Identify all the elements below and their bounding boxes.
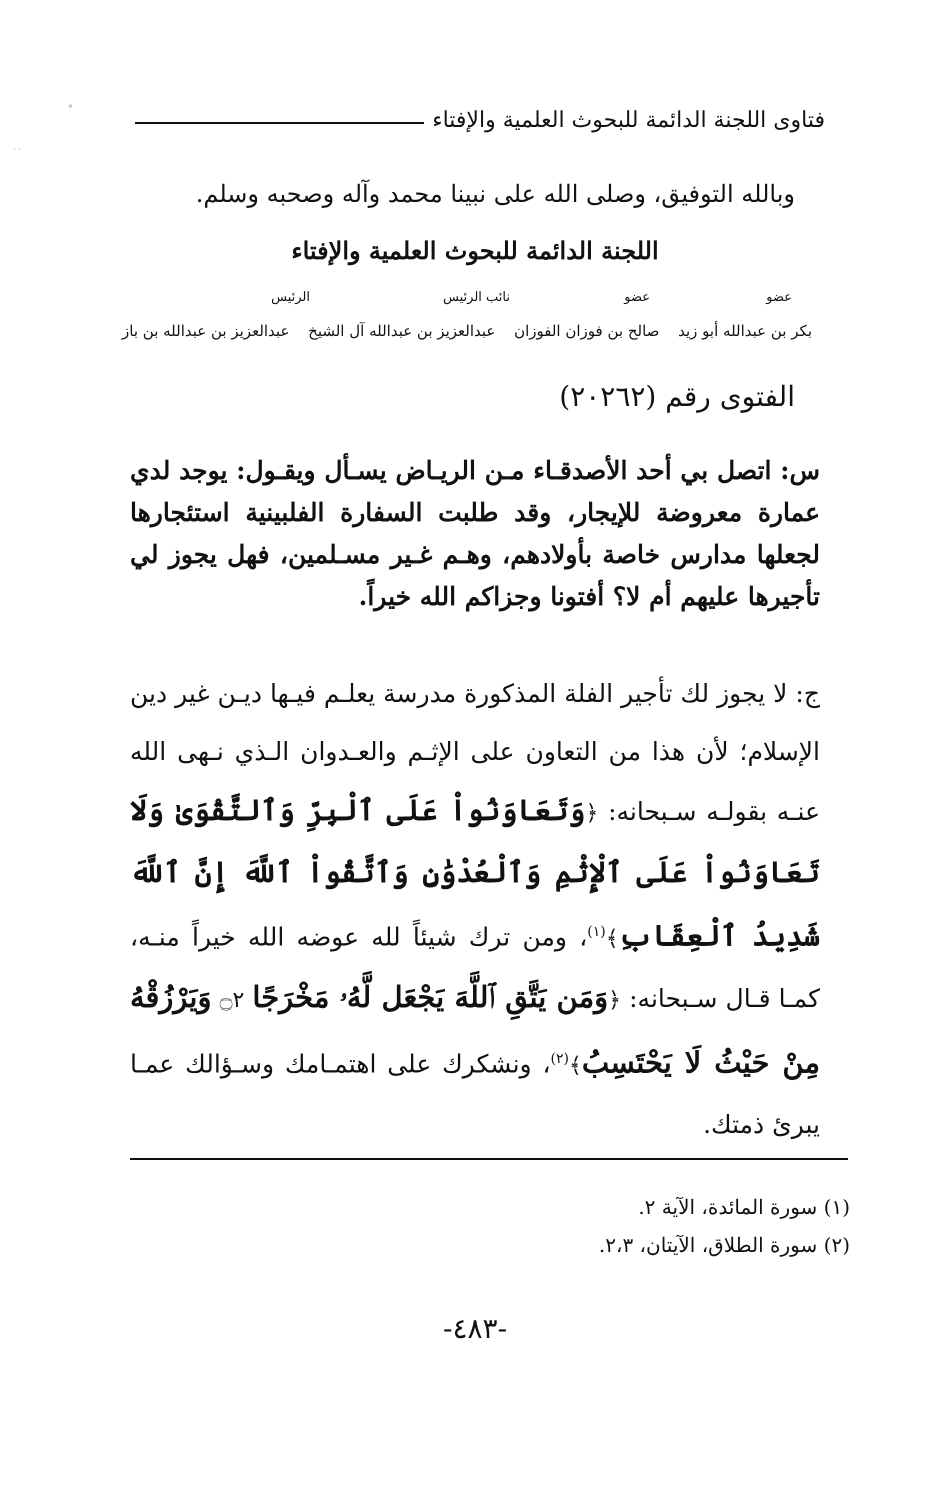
footnote-1: (١) سورة المائدة، الآية ٢. (638, 1195, 850, 1219)
ornament-open-1: ﴿ (585, 801, 599, 826)
header-title: فتاوى اللجنة الدائمة للبحوث العلمية والإفتاء (432, 107, 825, 133)
footnote-rule (130, 1158, 848, 1160)
name-member-1: بكر بن عبدالله أبو زيد (678, 322, 812, 340)
footnote-ref-1: (١) (587, 924, 606, 940)
name-vice-president: عبدالعزيز بن عبدالله آل الشيخ (308, 322, 496, 340)
footnote-2: (٢) سورة الطلاق، الآيتان، ٢،٣. (598, 1233, 850, 1257)
quran-verse-2b: وَيَرْزُقْهُ مِنْ حَيْثُ لَا يَحْتَسِبُ (130, 980, 820, 1080)
verse-number-marker: ۝٢ (219, 988, 245, 1014)
closing-line: وبالله التوفيق، وصلى الله على نبينا محمد وآله وصحبه وسلم. (195, 180, 795, 208)
question-text: س: اتصل بي أحد الأصدقـاء مـن الريـاض يسـأل ويقـول: يوجد لدي عمارة معروضة للإيجار، وقد طلبت السفارة الفلبينية استئجارها لجعلها مدارس خاصة بأولادهم، وهـم غـير مسـلمين، فهل يجوز لي تأجيرها عليهم أم لا؟ أفتونا وجزاكم الله خيراً. (130, 456, 820, 611)
footnote-ref-2: (٢) (550, 1051, 569, 1068)
scan-speck: ˙˙ (12, 148, 22, 159)
fatwa-number: الفتوى رقم (٢٠٢٦٢) (559, 380, 795, 413)
ornament-close-2: ﴾ (568, 1053, 582, 1079)
answer-part-3: ، ونشكرك على اهتمـامك وسـؤالك عمـا يبرئ ذمتك. (130, 1049, 820, 1139)
page-number: -٤٨٣- (442, 1312, 508, 1345)
header-rule (135, 122, 424, 124)
role-member-2: عضو (624, 290, 650, 305)
name-member-2: صالح بن فوزان الفوزان (514, 322, 660, 340)
scan-speck: ° (68, 104, 73, 115)
signatory-roles (0, 290, 950, 310)
name-president: عبدالعزيز بن عبدالله بن باز (122, 322, 290, 340)
answer-part-2: ، ومن ترك شيئاً لله عوضه الله خيراً منـه، كمـا قـال سـبحانه: (130, 922, 820, 1014)
running-header (135, 100, 825, 140)
signatory-names (122, 322, 812, 340)
committee-title: اللجنة الدائمة للبحوث العلمية والإفتاء (291, 236, 659, 265)
ornament-close-1: ﴾ (605, 926, 619, 952)
role-member-1: عضو (766, 290, 792, 305)
footnotes (160, 1188, 850, 1264)
ornament-open-2: ﴿ (608, 988, 622, 1014)
role-vice-president: نائب الرئيس (443, 290, 510, 305)
role-president: الرئيس (271, 290, 310, 305)
quran-verse-2a: وَمَن يَتَّقِ ٱللَّهَ يَجْعَل لَّهُۥ مَخْرَجًا (252, 980, 609, 1015)
answer-part-1: ج: لا يجوز لك تأجير الفلة المذكورة مدرسة يعلـم فيـها ديـن غير دين الإسلام؛ لأن هذا من التعاون على الإثـم والعـدوان الـذي نـهى الله عنـه بقولـه سـبحانه: (130, 679, 820, 826)
answer-text (130, 665, 820, 1154)
quran-verse-1: وَتَعَاوَنُواْ عَلَى ٱلْبِرِّ وَٱلتَّقْوَىٰ وَلَا تَعَاوَنُواْ عَلَى ٱلْإِثْمِ وَٱلْعُدْوَٰنِ وَٱتَّقُواْ ٱللَّهَ إِنَّ ٱللَّهَ شَدِيدُ ٱلْعِقَابِ (130, 793, 820, 953)
